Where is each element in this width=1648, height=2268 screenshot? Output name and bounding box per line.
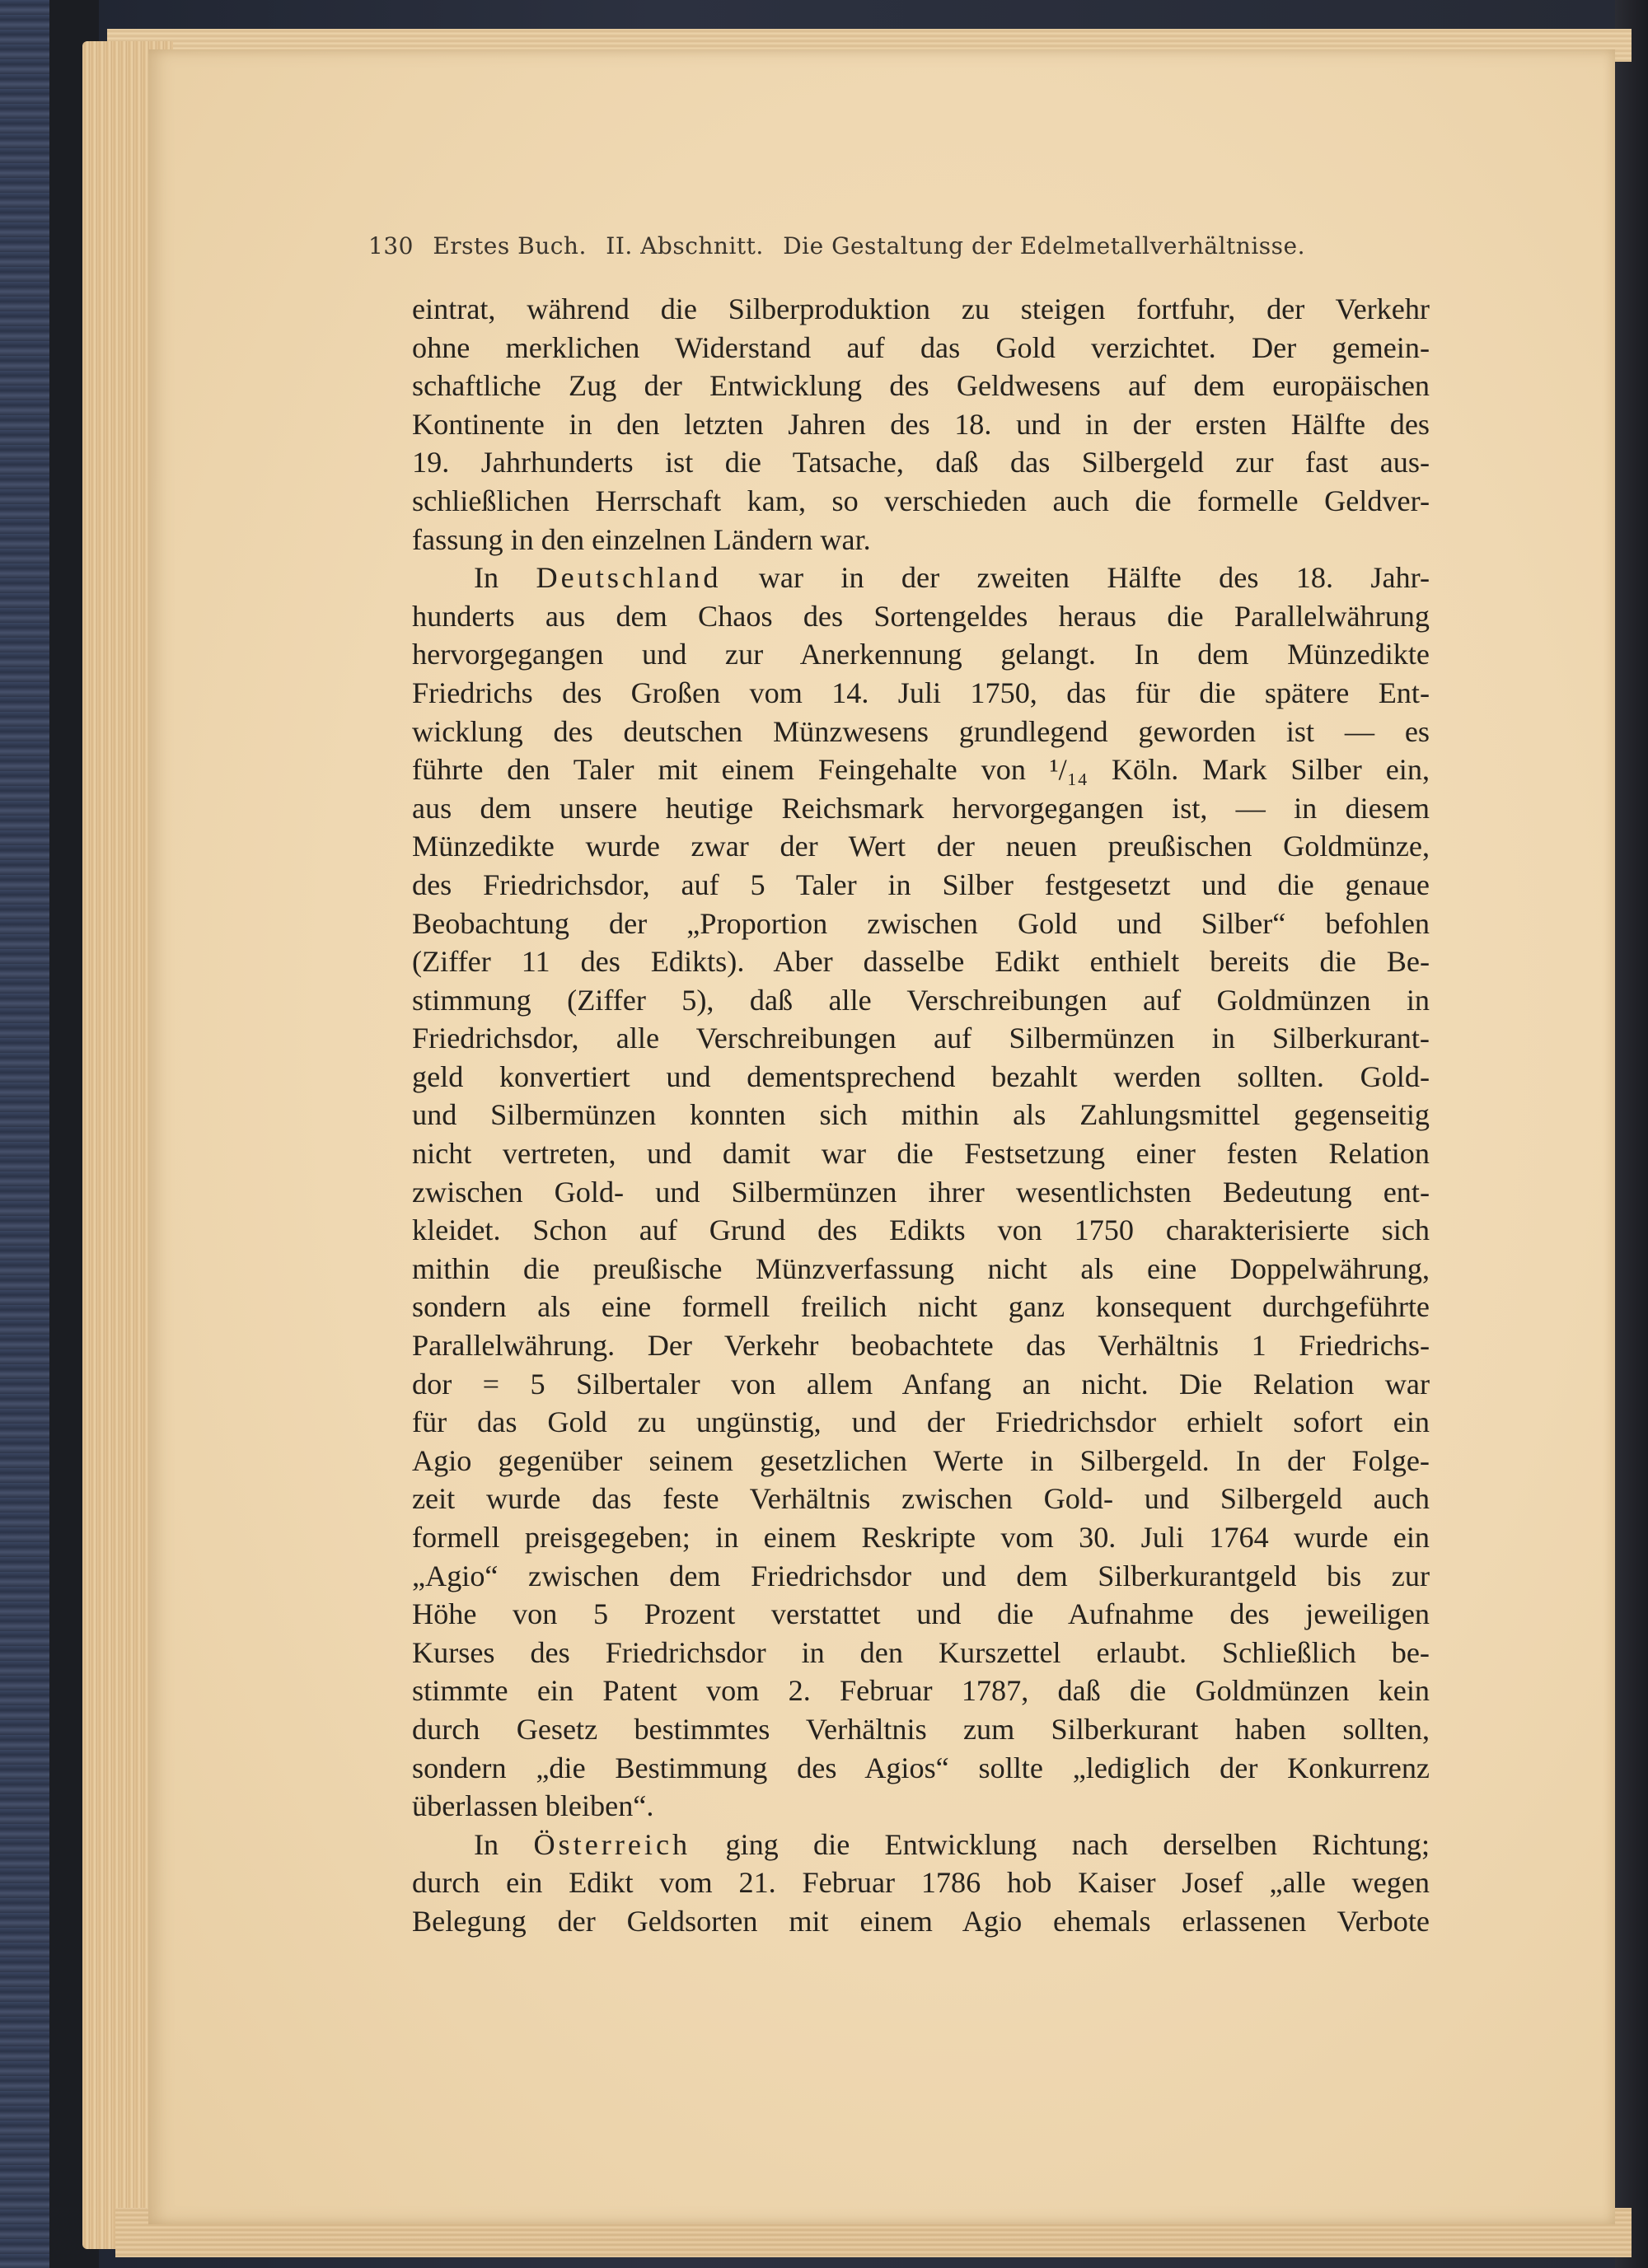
text-line: formell preisgegeben; in einem Reskripte vom 30. Juli 1764 wurde ein xyxy=(412,1521,1430,1554)
text-line: nicht vertreten, und damit war die Festsetzung einer festen Relation xyxy=(412,1137,1430,1171)
text-line: dor = 5 Silbertaler von allem Anfang an nicht. Die Relation war xyxy=(412,1367,1430,1401)
text-line: wicklung des deutschen Münzwesens grundlegend geworden ist — es xyxy=(412,714,1430,748)
text-line: Beobachtung der „Proportion zwischen Gold und Silber“ befohlen xyxy=(412,906,1430,940)
text-line: Friedrichsdor, alle Verschreibungen auf Silbermünzen in Silberkurant- xyxy=(412,1022,1430,1055)
lead-prefix: In xyxy=(474,561,499,595)
text-line: zwischen Gold- und Silbermünzen ihrer wesentlichsten Bedeutung ent- xyxy=(412,1175,1430,1209)
lead-prefix: In xyxy=(474,1827,499,1861)
text-line: überlassen bleiben“. xyxy=(412,1789,654,1823)
text-line: Friedrichs des Großen vom 14. Juli 1750, das für die spätere Ent- xyxy=(412,676,1430,709)
text-line: schaftliche Zug der Entwicklung des Geldwesens auf dem europäischen xyxy=(412,369,1430,403)
paragraph-lead-deutschland xyxy=(412,559,1430,597)
text-line: Parallelwährung. Der Verkehr beobachtete das Verhältnis 1 Friedrichs- xyxy=(412,1329,1430,1363)
text-line: sondern als eine formell freilich nicht ganz konsequent durchgeführte xyxy=(412,1290,1430,1324)
text-line: hervorgegangen und zur Anerkennung gelangt. In dem Münzedikte xyxy=(412,638,1430,671)
spaced-term: Deutschland xyxy=(536,561,722,595)
text-line: (Ziffer 11 des Edikts). Aber dasselbe Edikt enthielt bereits die Be- xyxy=(412,945,1430,979)
text-line: 19. Jahrhunderts ist die Tatsache, daß das Silbergeld zur fast aus- xyxy=(412,446,1430,479)
text-line: Kontinente in den letzten Jahren des 18. und in der ersten Hälfte des xyxy=(412,407,1430,441)
text-line: aus dem unsere heutige Reichsmark hervorgegangen ist, — in diesem xyxy=(412,791,1430,825)
text-line: Belegung der Geldsorten mit einem Agio ehemals erlassenen Verbote xyxy=(412,1904,1430,1938)
text-line: für das Gold zu ungünstig, und der Friedrichsdor erhielt sofort ein xyxy=(412,1405,1430,1439)
text-line: ohne merklichen Widerstand auf das Gold verzichtet. Der gemein- xyxy=(412,330,1430,364)
text-line: stimmung (Ziffer 5), daß alle Verschreibungen auf Goldmünzen in xyxy=(412,983,1430,1017)
text-line: des Friedrichsdor, auf 5 Taler in Silber festgesetzt und die genaue xyxy=(412,867,1430,901)
text-line: kleidet. Schon auf Grund des Edikts von 1750 charakterisierte sich xyxy=(412,1213,1430,1247)
text-line: sondern „die Bestimmung des Agios“ sollte „lediglich der Konkurrenz xyxy=(412,1751,1430,1784)
text-line: eintrat, während die Silberproduktion zu steigen fortfuhr, der Verkehr xyxy=(412,292,1430,325)
text-line: stimmte ein Patent vom 2. Februar 1787, daß die Goldmünzen kein xyxy=(412,1674,1430,1708)
spaced-term: Österreich xyxy=(533,1827,691,1861)
text-line: Höhe von 5 Prozent verstattet und die Aufnahme des jeweiligen xyxy=(412,1597,1430,1631)
body-text xyxy=(412,290,1430,1941)
text-line: hunderts aus dem Chaos des Sortengeldes heraus die Parallelwährung xyxy=(412,599,1430,633)
text-line: Münzedikte wurde zwar der Wert der neuen preußischen Goldmünze, xyxy=(412,830,1430,863)
text-line: und Silbermünzen konnten sich mithin als Zahlungsmittel gegenseitig xyxy=(412,1098,1430,1132)
text-line: mithin die preußische Münzverfassung nicht als eine Doppelwährung, xyxy=(412,1251,1430,1285)
book-label: Erstes Buch. xyxy=(433,232,587,260)
paragraph-lead-oesterreich xyxy=(412,1826,1430,1864)
text-line: zeit wurde das feste Verhältnis zwischen Gold- und Silbergeld auch xyxy=(412,1482,1430,1516)
text-line: durch ein Edikt vom 21. Februar 1786 hob Kaiser Josef „alle wegen xyxy=(412,1866,1430,1900)
text-line: Kurses des Friedrichsdor in den Kurszettel erlaubt. Schließlich be- xyxy=(412,1635,1430,1669)
running-head xyxy=(368,232,1440,260)
text-line: geld konvertiert und dementsprechend bezahlt werden sollten. Gold- xyxy=(412,1059,1430,1093)
cover-board-right xyxy=(1615,0,1648,2268)
page-number: 130 xyxy=(368,232,414,260)
lead-rest: war in der zweiten Hälfte des 18. Jahr- xyxy=(758,561,1430,595)
text-line: Agio gegenüber seinem gesetzlichen Werte in Silbergeld. In der Folge- xyxy=(412,1443,1430,1477)
text-line: durch Gesetz bestimmtes Verhältnis zum Silberkurant haben sollten, xyxy=(412,1712,1430,1746)
chapter-title: Die Gestaltung der Edelmetallverhältnisse. xyxy=(783,232,1306,260)
section-label: II. Abschnitt. xyxy=(606,232,764,260)
text-line: „Agio“ zwischen dem Friedrichsdor und dem Silberkurantgeld bis zur xyxy=(412,1559,1430,1592)
lead-rest: ging die Entwicklung nach derselben Richtung; xyxy=(725,1827,1430,1861)
text-line: schließlichen Herrschaft kam, so verschieden auch die formelle Geldver- xyxy=(412,484,1430,517)
text-line: führte den Taler mit einem Feingehalte von ¹/₁₄ Köln. Mark Silber ein, xyxy=(412,753,1430,787)
text-line: fassung in den einzelnen Ländern war. xyxy=(412,522,871,556)
